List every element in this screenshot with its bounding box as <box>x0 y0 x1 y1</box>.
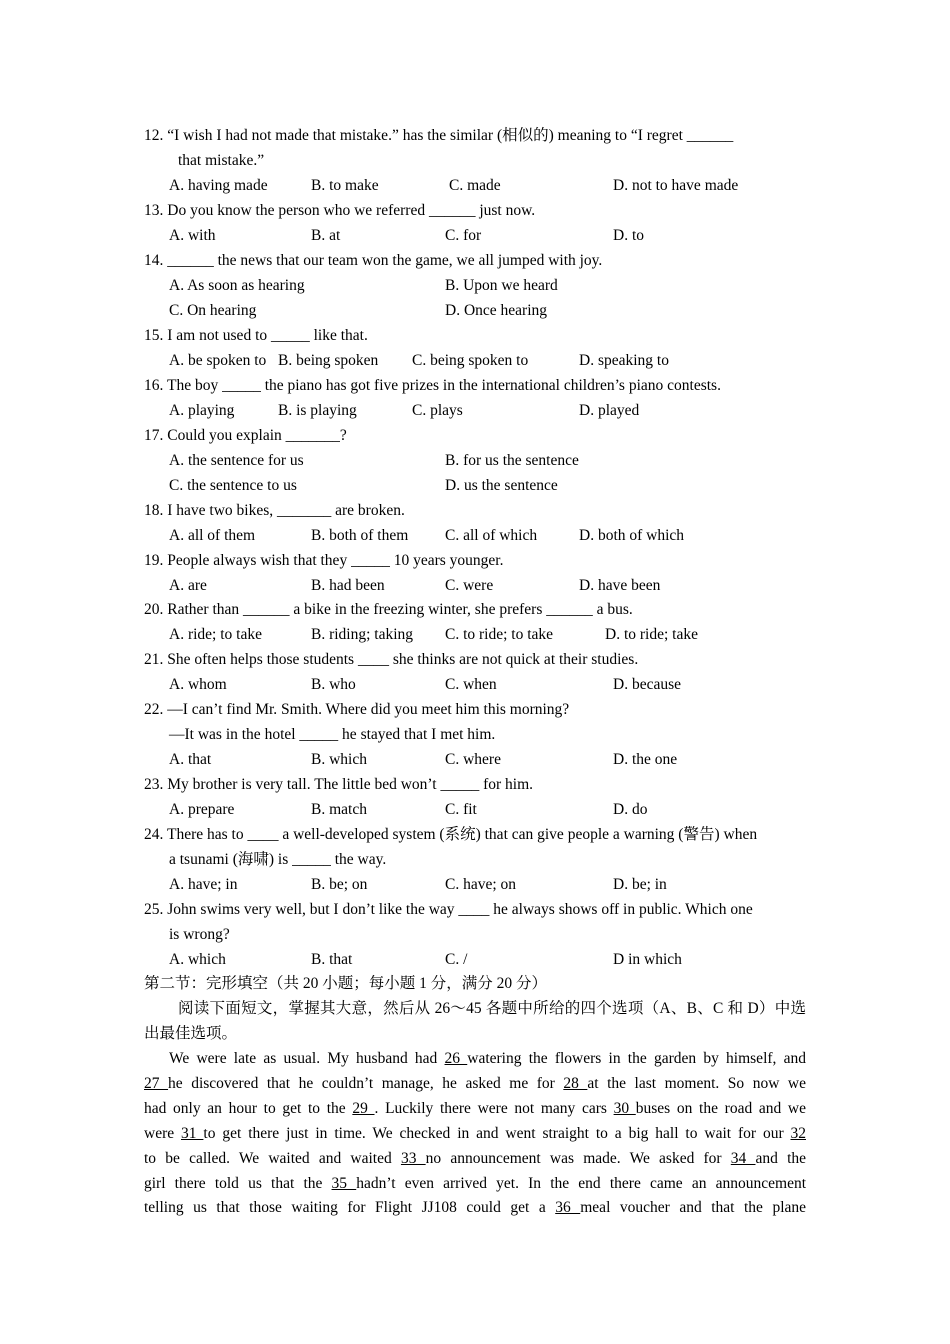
option-a: A. whom <box>169 676 227 693</box>
question-13-stem: 13. Do you know the person who we referred ______ just now. <box>144 202 536 219</box>
option-c: C. to ride; to take <box>445 626 554 643</box>
option-a: A. with <box>169 227 216 244</box>
question-15-stem: 15. I am not used to _____ like that. <box>144 327 368 344</box>
option-c: C. have; on <box>445 876 517 893</box>
option-a: A. be spoken to <box>169 352 267 369</box>
option-b: B. who <box>311 676 356 693</box>
blank-36[interactable]: 36 <box>555 1199 581 1216</box>
option-d: D. to ride; take <box>605 626 698 643</box>
blank-29[interactable]: 29 <box>352 1100 375 1117</box>
question-24-stem: 24. There has to ____ a well-developed system (系统) that can give people a warning (警告) when <box>144 826 758 843</box>
blank-31[interactable]: 31 <box>181 1125 204 1142</box>
question-13-options <box>169 226 809 246</box>
option-a: A. ride; to take <box>169 626 262 643</box>
question-17-options-row1 <box>169 451 809 471</box>
option-d: D. played <box>579 402 640 419</box>
question-25-options <box>169 950 809 970</box>
question-22-stem: 22. —I can’t find Mr. Smith. Where did you meet him this morning? <box>144 701 570 718</box>
option-c: C. made <box>449 177 501 194</box>
section-heading: 第二节：完形填空（共 20 小题；每小题 1 分，满分 20 分） <box>144 975 548 992</box>
question-22-options <box>169 750 809 770</box>
question-22-stem-continued: —It was in the hotel _____ he stayed that I met him. <box>169 726 496 743</box>
option-b: B. which <box>311 751 367 768</box>
question-18-options <box>169 526 809 546</box>
option-c: C. the sentence to us <box>169 477 297 494</box>
option-b: B. be; on <box>311 876 368 893</box>
option-c: C. being spoken to <box>412 352 529 369</box>
question-24-options <box>169 875 809 895</box>
blank-32[interactable]: 32 <box>790 1125 806 1142</box>
option-c: C. where <box>445 751 501 768</box>
passage-line-4: were 31 to get there just in time. We checked in and went straight to a big hall to wait for our 32 <box>144 1125 806 1142</box>
option-a: A. the sentence for us <box>169 452 304 469</box>
section-instruction-line2: 出最佳选项。 <box>144 1025 238 1042</box>
option-a: A. having made <box>169 177 268 194</box>
option-b: B. to make <box>311 177 379 194</box>
option-d: D. Once hearing <box>445 302 547 319</box>
passage-line-1: We were late as usual. My husband had 26 watering the flowers in the garden by himself, and <box>169 1050 806 1067</box>
option-b: B. for us the sentence <box>445 452 579 469</box>
option-a: A. all of them <box>169 527 256 544</box>
question-19-options <box>169 576 809 596</box>
option-d: D. because <box>613 676 681 693</box>
blank-35[interactable]: 35 <box>331 1175 357 1192</box>
question-15-options <box>169 351 809 371</box>
question-25-stem-continued: is wrong? <box>169 926 230 943</box>
option-d: D. the one <box>613 751 678 768</box>
blank-28[interactable]: 28 <box>563 1075 588 1092</box>
option-c: C. when <box>445 676 497 693</box>
option-c: C. fit <box>445 801 477 818</box>
option-a: A. playing <box>169 402 235 419</box>
option-b: B. riding; taking <box>311 626 414 643</box>
question-17-stem: 17. Could you explain _______? <box>144 427 347 444</box>
blank-27[interactable]: 27 <box>144 1075 169 1092</box>
option-c: C. / <box>445 951 468 968</box>
passage-line-6: girl there told us that the 35 hadn’t even arrived yet. In the end there came an announcement <box>144 1175 807 1192</box>
question-23-options <box>169 800 809 820</box>
question-20-stem: 20. Rather than ______ a bike in the freezing winter, she prefers ______ a bus. <box>144 601 633 618</box>
option-b: B. being spoken <box>278 352 379 369</box>
option-c: C. for <box>445 227 482 244</box>
question-24-stem-continued: a tsunami (海啸) is _____ the way. <box>169 851 387 868</box>
question-16-options <box>169 401 809 421</box>
option-d: D. both of which <box>579 527 685 544</box>
option-a: A. which <box>169 951 226 968</box>
question-14-options-row2 <box>169 301 809 321</box>
passage-line-3: had only an hour to get to the 29 . Luckily there were not many cars 30 buses on the road and we <box>144 1100 806 1117</box>
question-14-stem: 14. ______ the news that our team won the game, we all jumped with joy. <box>144 252 603 269</box>
option-b: B. both of them <box>311 527 409 544</box>
question-19-stem: 19. People always wish that they _____ 10 years younger. <box>144 552 504 569</box>
section-instruction-line1: 阅读下面短文，掌握其大意，然后从 26～45 各题中所给的四个选项（A、B、C 和 D）中选 <box>178 1000 806 1017</box>
option-d: D in which <box>613 951 682 968</box>
passage-line-7: telling us that those waiting for Flight JJ108 could get a 36 meal voucher and that the plane <box>144 1199 807 1216</box>
passage-line-5: to be called. We waited and waited 33 no announcement was made. We asked for 34 and the <box>144 1150 807 1167</box>
question-23-stem: 23. My brother is very tall. The little bed won’t _____ for him. <box>144 776 534 793</box>
question-12-options <box>169 176 809 196</box>
option-b: B. Upon we heard <box>445 277 558 294</box>
option-a: A. that <box>169 751 212 768</box>
question-17-options-row2 <box>169 476 809 496</box>
question-12-stem: 12. “I wish I had not made that mistake.” has the similar (相似的) meaning to “I regret ______ <box>144 127 734 144</box>
option-a: A. have; in <box>169 876 238 893</box>
option-a: A. As soon as hearing <box>169 277 305 294</box>
option-b: B. had been <box>311 577 385 594</box>
question-14-options-row1 <box>169 276 809 296</box>
option-c: C. On hearing <box>169 302 257 319</box>
option-d: D. do <box>613 801 648 818</box>
question-25-stem: 25. John swims very well, but I don’t like the way ____ he always shows off in public. Which one <box>144 901 753 918</box>
option-a: A. prepare <box>169 801 235 818</box>
blank-33[interactable]: 33 <box>400 1150 426 1167</box>
option-c: C. plays <box>412 402 463 419</box>
option-d: D. us the sentence <box>445 477 558 494</box>
option-d: D. speaking to <box>579 352 669 369</box>
blank-26[interactable]: 26 <box>444 1050 468 1067</box>
option-d: D. not to have made <box>613 177 739 194</box>
question-20-options <box>169 625 809 645</box>
option-d: D. have been <box>579 577 661 594</box>
option-b: B. match <box>311 801 367 818</box>
option-a: A. are <box>169 577 207 594</box>
passage-line-2: 27 he discovered that he couldn’t manage, he asked me for 28 at the last moment. So now we <box>144 1075 807 1092</box>
option-d: D. be; in <box>613 876 667 893</box>
option-b: B. at <box>311 227 341 244</box>
question-12-stem-continued: that mistake.” <box>178 152 265 169</box>
option-b: B. that <box>311 951 353 968</box>
option-c: C. all of which <box>445 527 538 544</box>
question-16-stem: 16. The boy _____ the piano has got five prizes in the international children’s piano contests. <box>144 377 721 394</box>
blank-30[interactable]: 30 <box>613 1100 636 1117</box>
option-c: C. were <box>445 577 494 594</box>
option-d: D. to <box>613 227 644 244</box>
question-21-options <box>169 675 809 695</box>
question-18-stem: 18. I have two bikes, _______ are broken. <box>144 502 405 519</box>
option-b: B. is playing <box>278 402 357 419</box>
question-21-stem: 21. She often helps those students ____ she thinks are not quick at their studies. <box>144 651 639 668</box>
blank-34[interactable]: 34 <box>730 1150 756 1167</box>
